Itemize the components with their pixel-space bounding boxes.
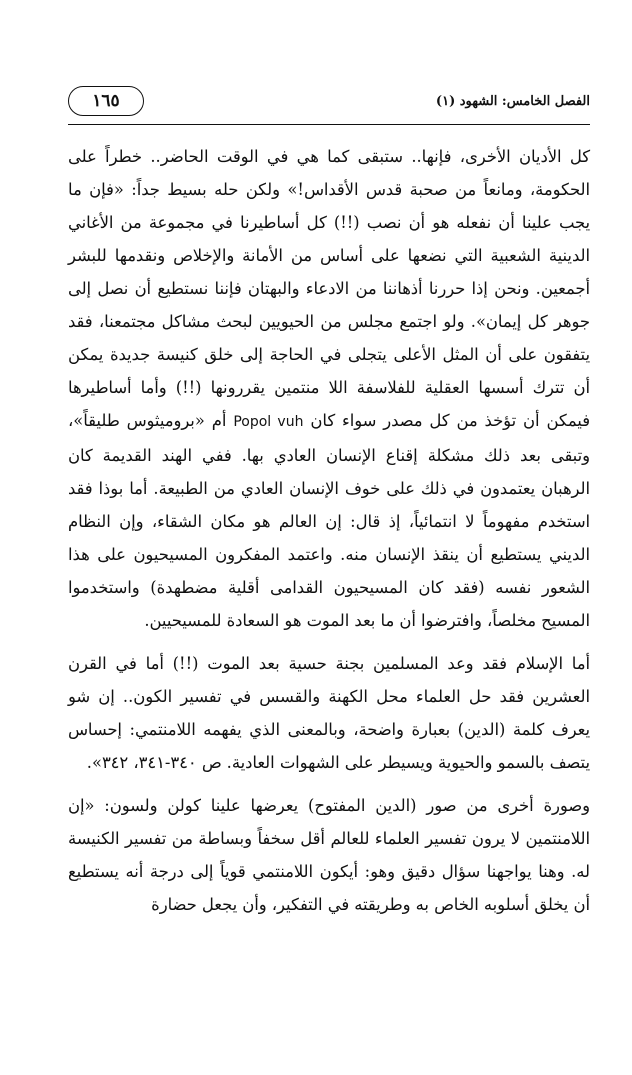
page-number: ١٦٥ bbox=[92, 91, 120, 111]
paragraph-2 bbox=[68, 647, 590, 779]
paragraph-1-part-2: أم «بروميثوس طليقاً»، وتبقى بعد ذلك مشكلة إقناع الإنسان العادي بها. ففي الهند القديمة كان الرهبان يعتمدون في ذلك على خوف الإنسان العادي من الطبيعة. أما بوذا فقد استخدم مفهوماً لا انتمائياً، إذ قال: إن العالم هو مكان الشقاء، وإن النظام الديني يستطيع أن ينقذ الإنسان منه. واعتمد المفكرون المسيحيون على هذا الشعور نفسه (فقد كان المسيحيون القدامى أقلية مضطهدة) واستخدموا المسيح مخلصاً، وافترضوا أن ما بعد الموت هو السعادة للمسيحيين. bbox=[68, 411, 590, 630]
page-number-frame bbox=[68, 86, 144, 116]
paragraph-1-latin-term: Popol vuh bbox=[233, 414, 304, 430]
paragraph-1 bbox=[68, 140, 590, 637]
chapter-title: الفصل الخامس: الشهود (١) bbox=[435, 94, 590, 109]
body-text bbox=[68, 140, 590, 921]
paragraph-3-text: وصورة أخرى من صور (الدين المفتوح) يعرضها علينا كولن ولسون: «إن اللامنتمين لا يرون تفسير العلماء للعالم أقل سخفاً وبساطة من تفسير الكنيسة له. وهنا يواجهنا سؤال دقيق وهو: أيكون اللامنتمي قوياً إلى درجة أنه يستطيع أن يخلق أسلوبه الخاص به وطريقته في التفكير، وأن يجعل حضارة bbox=[68, 796, 590, 914]
paragraph-2-text: أما الإسلام فقد وعد المسلمين بجنة حسية بعد الموت (!!) أما في القرن العشرين فقد حل العلماء محل الكهنة والقسس في تفسير الكون.. إن شو يعرف كلمة (الدين) بعبارة واضحة، وبالمعنى الذي يفهمه اللامنتمي: إحساس يتصف بالسمو والحيوية ويسيطر على الشهوات العادية. ص ٣٤٠-٣٤١، ٣٤٢». bbox=[68, 654, 590, 772]
header-divider bbox=[68, 124, 590, 125]
page-header bbox=[68, 86, 590, 120]
paragraph-3 bbox=[68, 789, 590, 921]
paragraph-1-part-1: كل الأديان الأخرى، فإنها.. ستبقى كما هي في الوقت الحاضر.. خطراً على الحكومة، ومانعاً من صحبة قدس الأقداس!» ولكن حله بسيط جداً: «فإن ما يجب علينا أن نفعله هو أن نصب (!!) كل أساطيرنا في مجموعة من الأغاني الدينية الشعبية التي نضعها على أساس من الأمانة والإخلاص ونقدمها للبشر أجمعين. ونحن إذا حررنا أذهاننا من الادعاء والبهتان فإننا نستطيع أن نصل إلى جوهر كل إيمان». ولو اجتمع مجلس من الحيويين لبحث مشاكل مجتمعنا، فقد يتفقون على أن المثل الأعلى يتجلى في الحاجة إلى خلق كنيسة جديدة يمكن أن تترك أسسها العقلية للفلاسفة اللا منتمين يقررونها (!!) وأما أساطيرها فيمكن أن تؤخذ من كل مصدر سواء كان bbox=[68, 147, 590, 430]
